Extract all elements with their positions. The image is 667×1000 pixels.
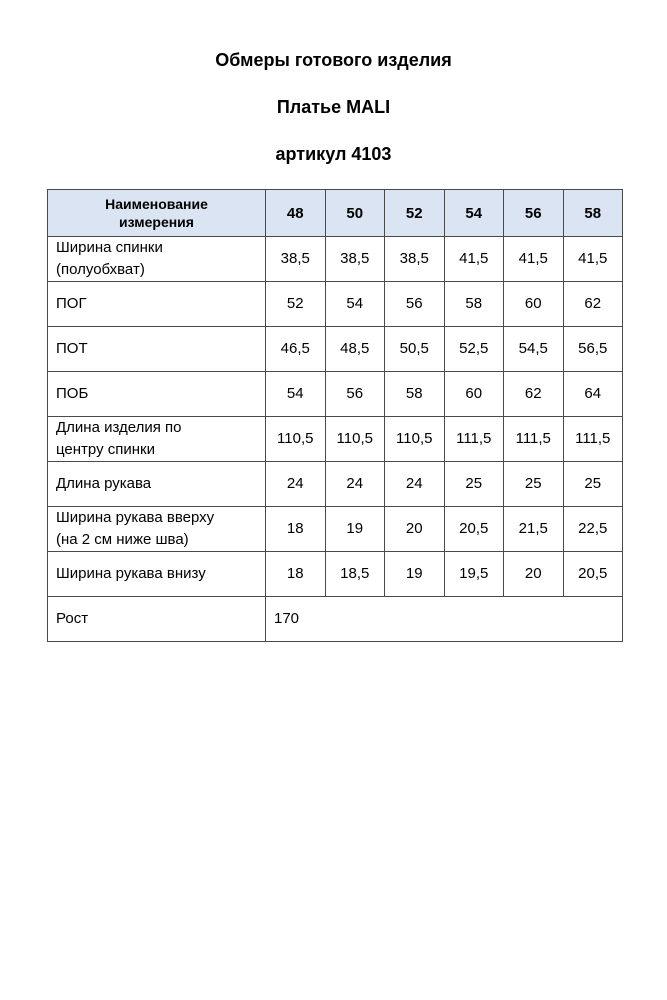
table-cell: 25 [444,462,504,507]
row-label-line: центру спинки [56,441,155,458]
row-label-line: Ширина рукава вверху [56,509,215,526]
table-cell: 19 [385,552,445,597]
table-cell: 56 [385,282,445,327]
table-cell: 18,5 [325,552,385,597]
column-header-size: 54 [444,190,504,237]
table-row-height [48,597,623,642]
column-header-line: измерения [119,214,194,230]
table-cell: 25 [504,462,564,507]
table-cell: 38,5 [266,237,326,282]
table-cell: 111,5 [444,417,504,462]
table-cell: 111,5 [504,417,564,462]
table-cell: 50,5 [385,327,445,372]
row-label: ПОТ [48,327,266,372]
table-cell: 41,5 [444,237,504,282]
table-row [48,462,623,507]
table-cell: 24 [385,462,445,507]
document-title: Обмеры готового изделия [215,50,452,70]
table-cell: 20 [385,507,445,552]
table-cell: 22,5 [563,507,623,552]
table-cell: 56,5 [563,327,623,372]
table-cell: 24 [266,462,326,507]
table-cell: 52,5 [444,327,504,372]
row-label-line: Длина изделия по [56,419,182,436]
table-cell-height-value: 170 [266,597,623,642]
table-row [48,282,623,327]
column-header-line: Наименование [105,196,208,212]
table-cell: 46,5 [266,327,326,372]
article-number: артикул 4103 [275,144,392,164]
measurements-table [47,189,623,642]
table-cell: 19 [325,507,385,552]
table-row [48,417,623,462]
table-row [48,552,623,597]
table-cell: 24 [325,462,385,507]
table-cell: 62 [563,282,623,327]
column-header-size: 58 [563,190,623,237]
table-cell: 111,5 [563,417,623,462]
table-cell: 20 [504,552,564,597]
table-cell: 52 [266,282,326,327]
table-cell: 56 [325,372,385,417]
table-cell: 54,5 [504,327,564,372]
table-cell: 38,5 [385,237,445,282]
table-cell: 41,5 [504,237,564,282]
row-label [48,507,266,552]
table-cell: 20,5 [444,507,504,552]
row-label-line: (полуобхват) [56,261,145,278]
table-cell: 20,5 [563,552,623,597]
column-header-size: 50 [325,190,385,237]
table-cell: 19,5 [444,552,504,597]
table-cell: 58 [444,282,504,327]
table-header-row [48,190,623,237]
column-header-size: 56 [504,190,564,237]
table-cell: 21,5 [504,507,564,552]
table-cell: 64 [563,372,623,417]
row-label: ПОБ [48,372,266,417]
row-label: Рост [48,597,266,642]
product-name: Платье MALI [276,97,391,117]
table-cell: 25 [563,462,623,507]
table-cell: 110,5 [266,417,326,462]
row-label: Длина рукава [48,462,266,507]
table-cell: 60 [444,372,504,417]
row-label-line: (на 2 см ниже шва) [56,531,189,548]
table-cell: 110,5 [325,417,385,462]
table-cell: 54 [266,372,326,417]
table-cell: 48,5 [325,327,385,372]
column-header-measurement-name [48,190,266,237]
table-cell: 18 [266,552,326,597]
row-label [48,417,266,462]
row-label-line: Ширина спинки [56,239,163,256]
row-label: ПОГ [48,282,266,327]
table-cell: 62 [504,372,564,417]
row-label [48,237,266,282]
column-header-size: 48 [266,190,326,237]
table-row [48,507,623,552]
table-cell: 38,5 [325,237,385,282]
table-cell: 58 [385,372,445,417]
table-row [48,237,623,282]
table-row [48,327,623,372]
row-label: Ширина рукава внизу [48,552,266,597]
table-cell: 54 [325,282,385,327]
table-cell: 110,5 [385,417,445,462]
table-cell: 60 [504,282,564,327]
table-row [48,372,623,417]
column-header-size: 52 [385,190,445,237]
table-cell: 41,5 [563,237,623,282]
table-cell: 18 [266,507,326,552]
